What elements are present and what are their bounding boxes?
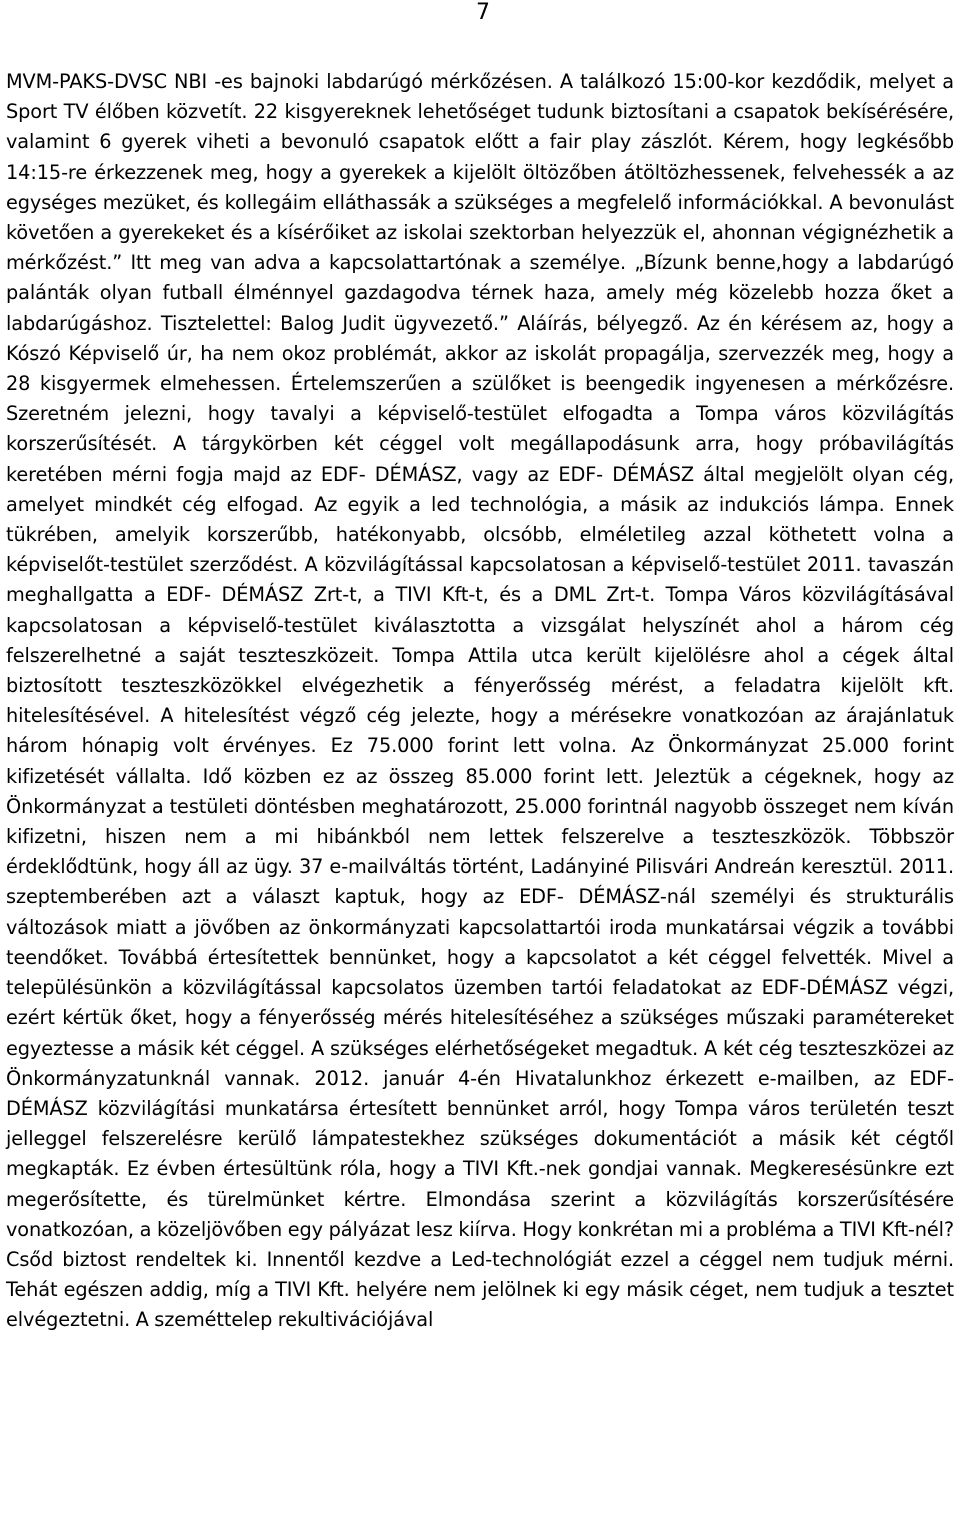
page-number: 7 [476,0,490,25]
body-paragraph: MVM-PAKS-DVSC NBI -es bajnoki labdarúgó mérkőzésen. A találkozó 15:00-kor kezdődik, melyet a Sport TV élőben közvetít. 22 kisgyereknek lehetőséget tudunk biztosítani a csapatok bekísérésére, valamint 6 gyerek viheti a bevonuló csapatok előtt a fair play zászlót. Kérem, hogy legkésőbb 14:15-re érkezzenek meg, hogy a gyerekek a kijelölt öltözőben átöltözhessenek, felvehessék a az egységes mezüket, és kollegáim elláthassák a szükséges a megfelelő információkkal. A bevonulást követően a gyerekeket és a kísérőiket az iskolai szektorban helyezzük el, ahonnan végignézhetik a mérkőzést.” Itt meg van adva a kapcsolattartónak a személye. „Bízunk benne,hogy a labdarúgó palánták olyan futball élménnyel gazdagodva térnek haza, amely még közelebb hozza őket a labdarúgáshoz. Tisztelettel: Balog Judit ügyvezető.” Aláírás, bélyegző. Az én kérésem az, hogy a Kószó Képviselő úr, ha nem okoz problémát, akkor az iskolát propagálja, szervezzék meg, hogy a 28 kisgyermek elmehessen. Értelemszerűen a szülőket is beengedik ingyenesen a mérkőzésre. Szeretném jelezni, hogy tavalyi a képviselő-testület elfogadta a Tompa város közvilágítás korszerűsítését. A tárgykörben két céggel volt megállapodásunk arra, hogy próbavilágítás keretében mérni fogja majd az EDF- DÉMÁSZ, vagy az EDF- DÉMÁSZ által megjelölt olyan cég, amelyet mindkét cég elfogad. Az egyik a led technológia, a másik az indukciós lámpa. Ennek tükrében, amelyik korszerűbb, hatékonyabb, olcsóbb, elméletileg azzal köthetett volna a képviselőt-testület szerződést. A közvilágítással kapcsolatosan a képviselő-testület 2011. tavaszán meghallgatta a EDF- DÉMÁSZ Zrt-t, a TIVI Kft-t, és a DML Zrt-t. Tompa Város közvilágításával kapcsolatosan a képviselő-testület kiválasztotta a vizsgálat helyszínét ahol a három cég felszerelhetné a saját teszteszközeit. Tompa Attila utca került kijelölésre ahol a cégek által biztosított teszteszközökkel elvégezhetik a fényerősség mérést, a feladatra kijelölt kft. hitelesítésével. A hitelesítést végző cég jelezte, hogy a mérésekre vonatkozóan az árajánlatuk három hónapig volt érvényes. Ez 75.000 forint lett volna. Az Önkormányzat 25.000 forint kifizetését vállalta. Idő közben ez az összeg 85.000 forint lett. Jeleztük a cégeknek, hogy az Önkormányzat a testületi döntésben meghatározott, 25.000 forintnál nagyobb összeget nem kíván kifizetni, hiszen nem a mi hibánkból nem lettek felszerelve a teszteszközök. Többször érdeklődtünk, hogy áll az ügy. 37 e-mailváltás történt, Ladányiné Pilisvári Andreán keresztül. 2011. szeptemberében azt a választ kaptuk, hogy az EDF- DÉMÁSZ-nál személyi és strukturális változások miatt a jövőben az önkormányzati kapcsolattartói iroda munkatársai végzik a további teendőket. Továbbá értesítettek bennünket, hogy a kapcsolatot a két céggel felvették. Mivel a településünkön a közvilágítással kapcsolatos üzemben tartói feladatokat az EDF-DÉMÁSZ végzi, ezért kértük őket, hogy a fényerősség mérés hitelesítéséhez a szükséges műszaki paramétereket egyeztesse a másik két céggel. A szükséges elérhetőségeket megadtuk. A két cég teszteszközei az Önkormányzatunknál vannak. 2012. január 4-én Hivatalunkhoz érkezett e-mailben, az EDF-DÉMÁSZ közvilágítási munkatársa értesített bennünket arról, hogy Tompa város területén teszt jelleggel felszerelésre kerülő lámpatestekhez szükséges dokumentációt a másik két cégtől megkapták. Ez évben értesültünk róla, hogy a TIVI Kft.-nek gondjai vannak. Megkeresésünkre ezt megerősítette, és türelmünket kértre. Elmondása szerint a közvilágítás korszerűsítésére vonatkozóan, a közeljövőben egy pályázat lesz kiírva. Hogy konkrétan mi a probléma a TIVI Kft-nél? Csőd biztost rendeltek ki. Innentől kezdve a Led-technológiát ezzel a céggel nem tudjuk mérni. Tehát egészen addig, míg a TIVI Kft. helyére nem jelölnek ki egy másik céget, nem tudjuk a tesztet elvégeztetni. A szeméttelep rekultivációjával [6,70,954,1332]
